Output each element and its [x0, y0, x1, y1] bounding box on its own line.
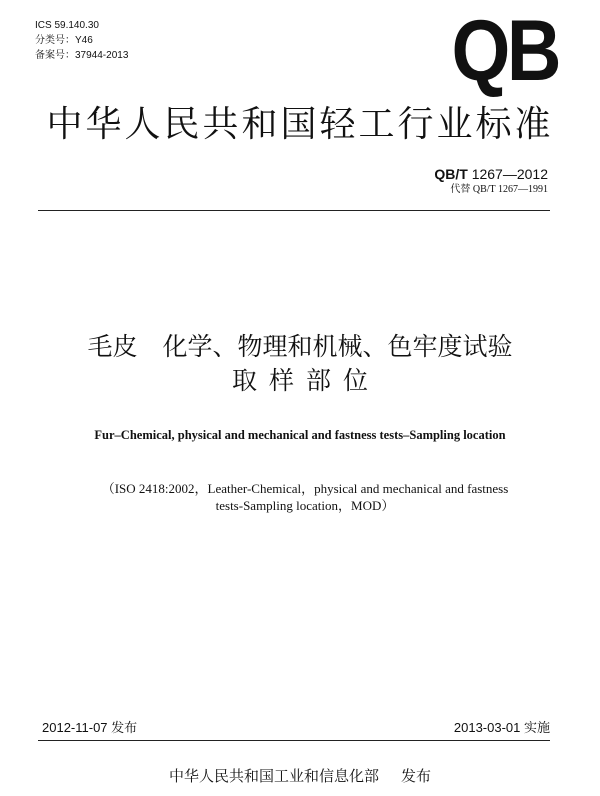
chinese-title-line1: 毛皮 化学、物理和机械、色牢度试验 — [87, 332, 513, 361]
header-divider — [38, 210, 550, 211]
standard-number: 1267—2012 — [471, 166, 548, 182]
record-number: 备案号：37944-2013 — [35, 50, 129, 61]
issue-date: 2012-11-07 发布 — [42, 720, 138, 735]
iso-reference-line2: tests-Sampling location，MOD） — [215, 498, 395, 513]
ics-code: ICS 59.140.30 — [35, 20, 99, 31]
chinese-title-line2: 取样部位 — [231, 366, 380, 395]
standard-prefix: QB/T — [434, 166, 468, 182]
qb-logo: QB — [451, 3, 558, 99]
iso-reference — [60, 480, 550, 514]
standard-category-title: 中华人民共和国轻工行业标准 — [46, 104, 554, 145]
issuing-authority — [0, 766, 600, 786]
implementation-date: 2013-03-01 实施 — [453, 720, 550, 735]
footer-divider — [38, 740, 550, 741]
standard-code-block — [434, 165, 548, 197]
category-number: 分类号：Y46 — [35, 35, 93, 46]
issuer-action: 发布 — [401, 767, 432, 785]
chinese-title — [0, 330, 600, 398]
document-metadata — [35, 18, 128, 63]
replaces-standard: 代替 QB/T 1267—1991 — [450, 184, 548, 195]
issuer-name: 中华人民共和国工业和信息化部 — [168, 767, 379, 785]
english-title: Fur–Chemical, physical and mechanical and fastness tests–Sampling location — [94, 428, 506, 442]
iso-reference-line1: （ISO 2418:2002，Leather-Chemical，physical and mechanical and fastness — [101, 481, 509, 496]
standard-code — [434, 165, 548, 183]
